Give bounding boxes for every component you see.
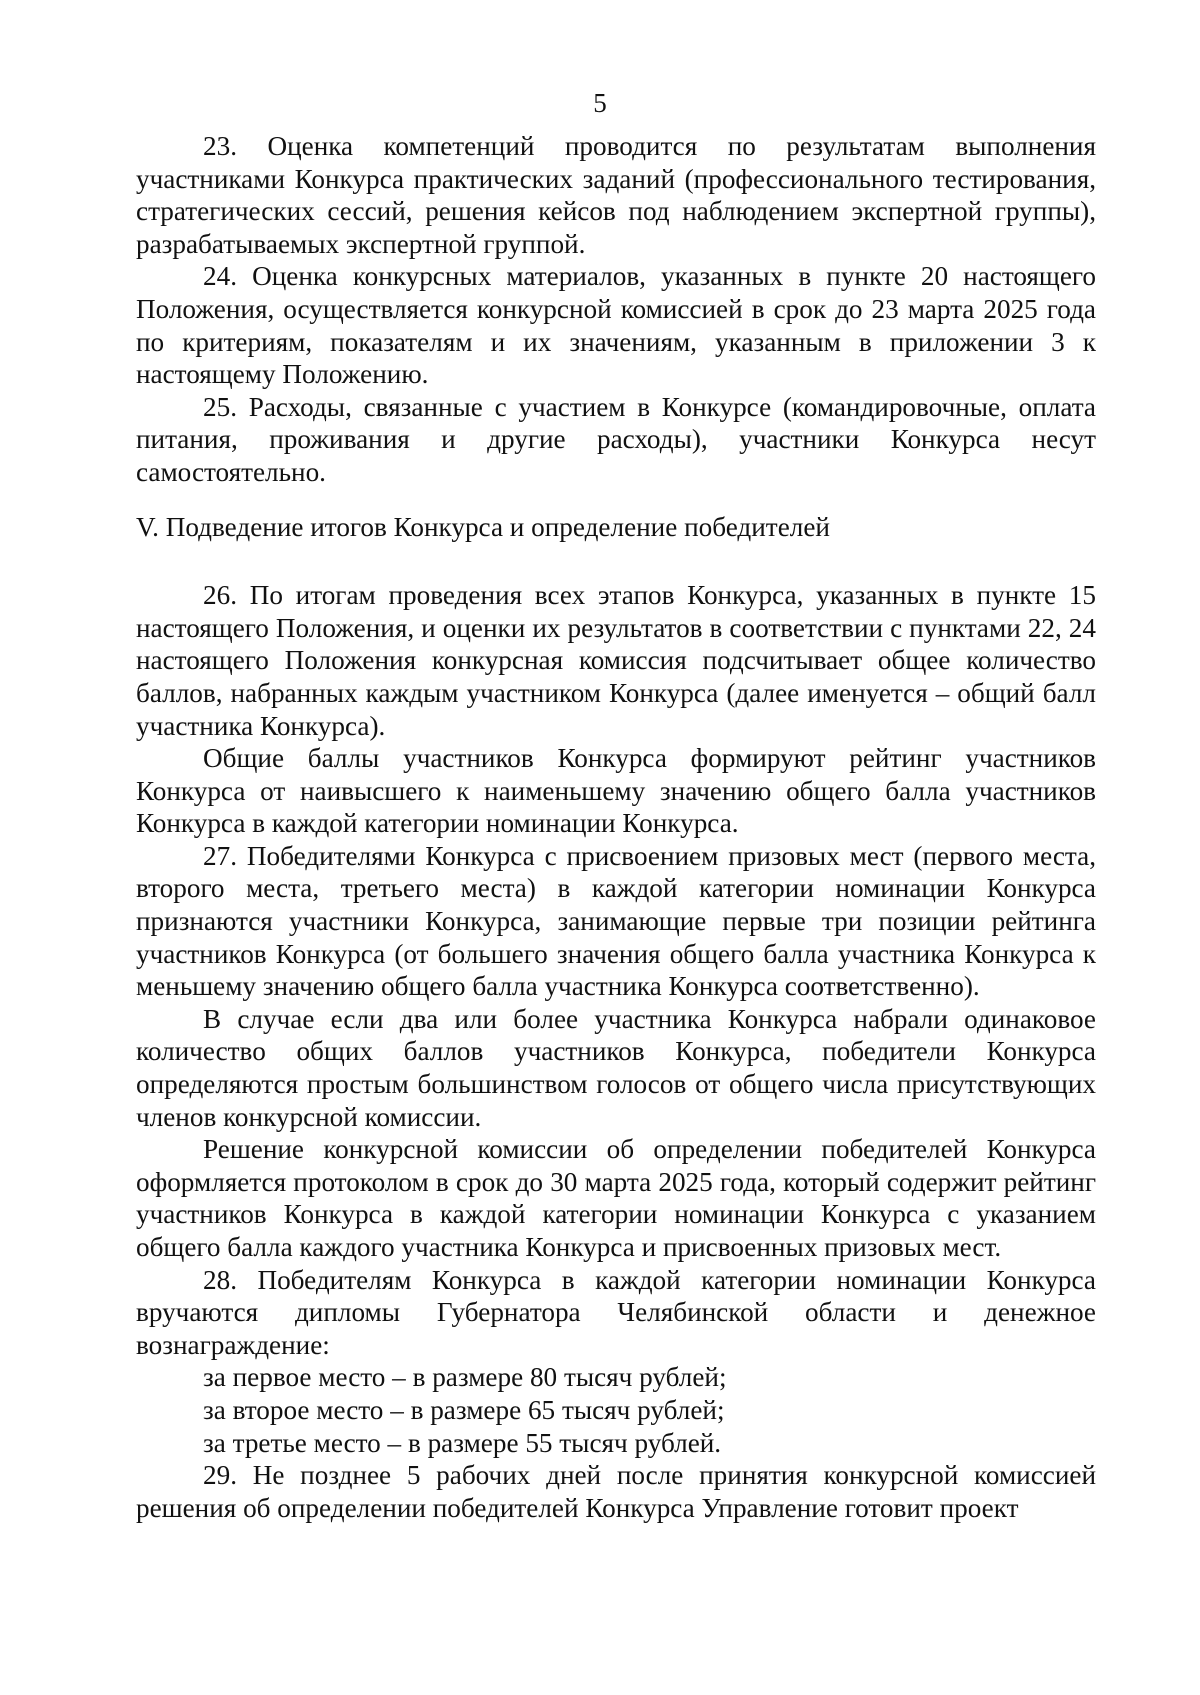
- paragraph-28: 28. Победителям Конкурса в каждой категории номинации Конкурса вручаются дипломы Губернатора Челябинской области и денежное вознаграждение:: [136, 1264, 1096, 1360]
- paragraph-23: 23. Оценка компетенций проводится по результатам выполнения участниками Конкурса практических заданий (профессионального тестирования, стратегических сессий, решения кейсов под наблюдением экспертной группы), разрабатываемых экспертной группой.: [136, 131, 1096, 259]
- paragraph-24: 24. Оценка конкурсных материалов, указанных в пункте 20 настоящего Положения, осуществляется конкурсной комиссией в срок до 23 марта 2025 года по критериям, показателям и их значениям, указанным в приложении 3 к настоящему Положению.: [136, 261, 1096, 390]
- prize-first-place: за первое место – в размере 80 тысяч рублей;: [203, 1362, 727, 1393]
- paragraph-27-tie: В случае если два или более участника Конкурса набрали одинаковое количество общих баллов участников Конкурса, победители Конкурса определяются простым большинством голосов от общего числа присутствующих членов конкурсной комиссии.: [136, 1003, 1096, 1132]
- paragraph-29: 29. Не позднее 5 рабочих дней после принятия конкурсной комиссией решения об определении победителей Конкурса Управление готовит проект: [136, 1460, 1096, 1523]
- section-heading: V. Подведение итогов Конкурса и определение победителей: [136, 511, 830, 542]
- paragraph-27-protocol: Решение конкурсной комиссии об определении победителей Конкурса оформляется протоколом в срок до 30 марта 2025 года, который содержит рейтинг участников Конкурса в каждой категории номинации Конкурса с указанием общего балла каждого участника Конкурса и присвоенных призовых мест.: [136, 1134, 1096, 1262]
- paragraph-27: 27. Победителями Конкурса с присвоением призовых мест (первого места, второго места, третьего места) в каждой категории номинации Конкурса признаются участники Конкурса, занимающие первые три позиции рейтинга участников Конкурса (от большего значения общего балла участника Конкурса к меньшему значению общего балла участника Конкурса соответственно).: [136, 840, 1096, 1002]
- prize-second-place: за второе место – в размере 65 тысяч рублей;: [203, 1394, 725, 1425]
- paragraph-26-rating: Общие баллы участников Конкурса формируют рейтинг участников Конкурса от наивысшего к наименьшему значению общего балла участников Конкурса в каждой категории номинации Конкурса.: [136, 743, 1096, 839]
- document-body: [136, 130, 1096, 1524]
- page-number: 5: [593, 88, 607, 118]
- paragraph-26: 26. По итогам проведения всех этапов Конкурса, указанных в пункте 15 настоящего Положения, и оценки их результатов в соответствии с пунктами 22, 24 настоящего Положения конкурсная комиссия подсчитывает общее количество баллов, набранных каждым участником Конкурса (далее именуется – общий балл участника Конкурса).: [136, 580, 1096, 741]
- paragraph-25: 25. Расходы, связанные с участием в Конкурсе (командировочные, оплата питания, проживания и другие расходы), участники Конкурса несут самостоятельно.: [136, 391, 1096, 487]
- prize-third-place: за третье место – в размере 55 тысяч рублей.: [203, 1427, 722, 1458]
